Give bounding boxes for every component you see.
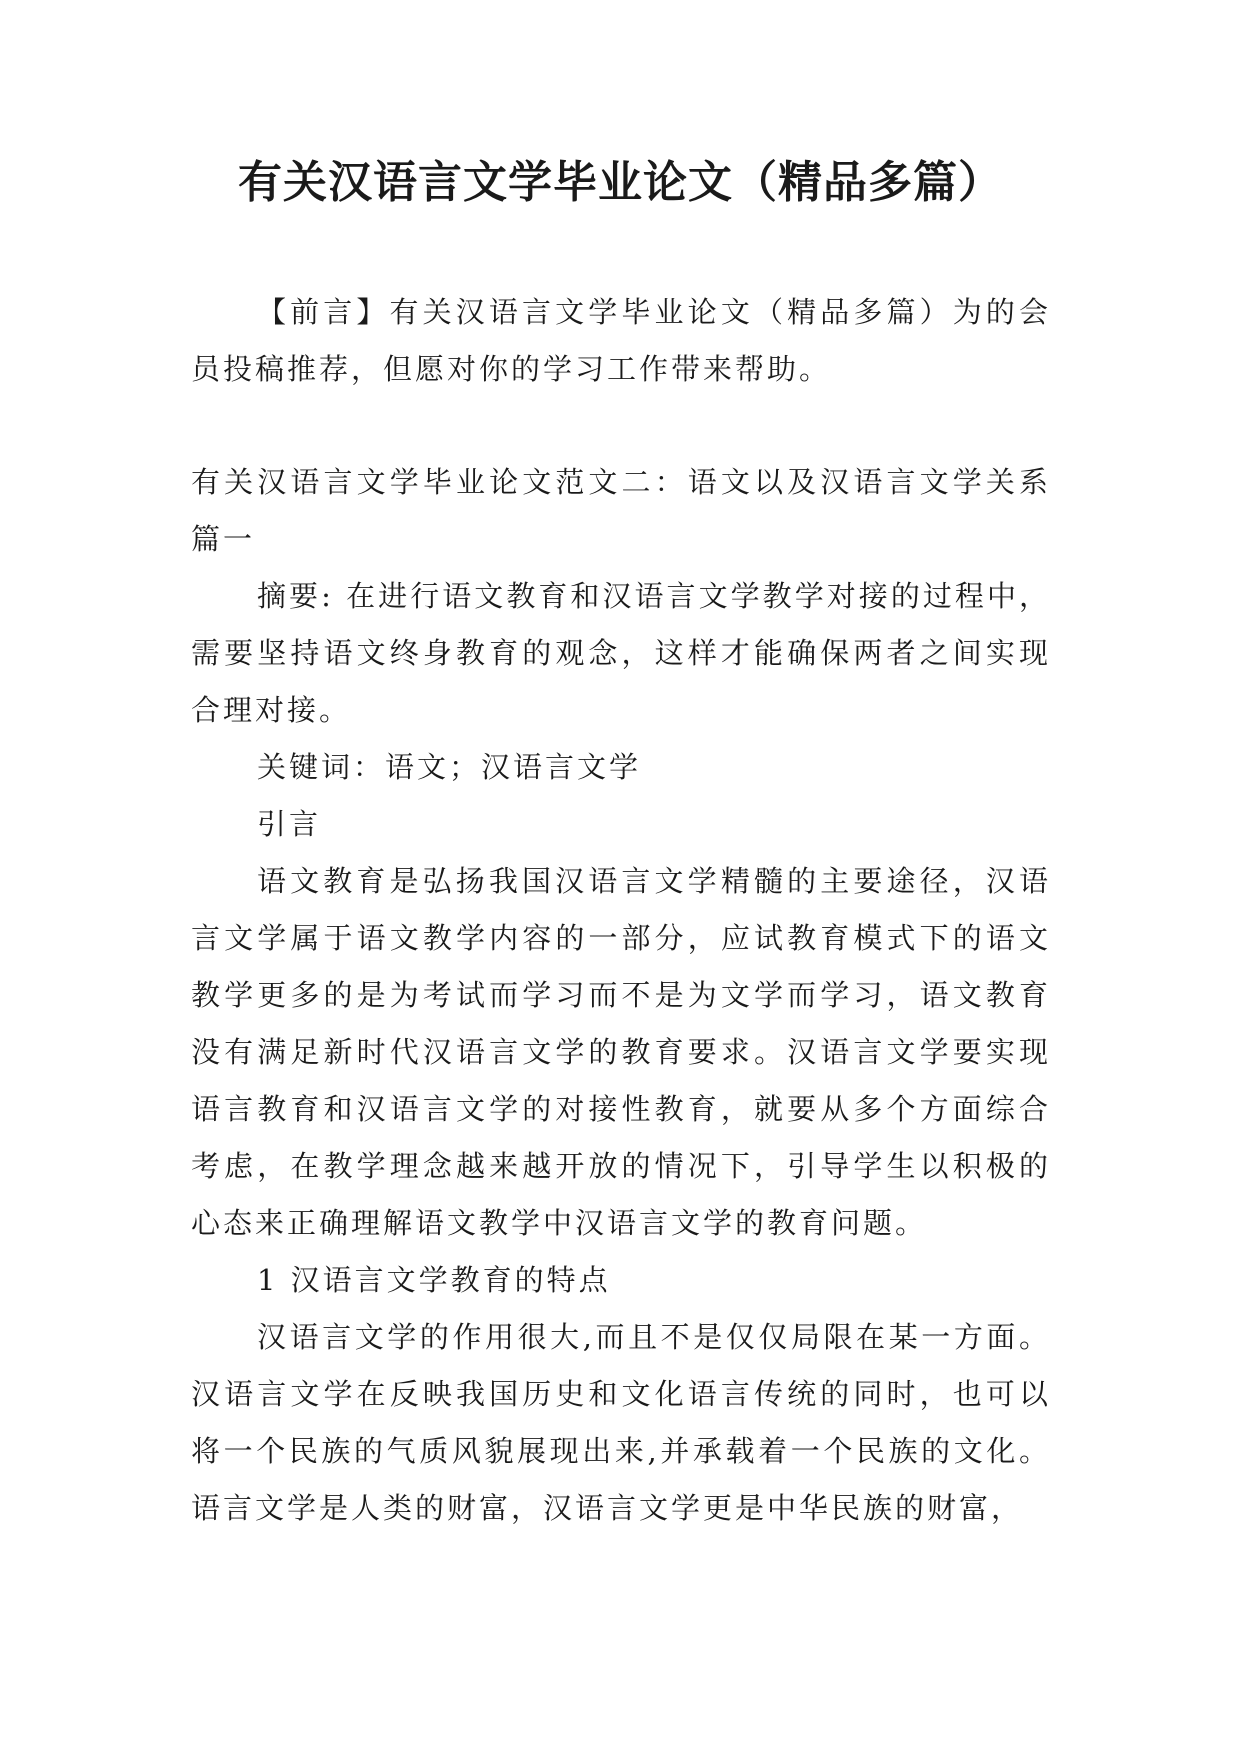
preface-paragraph: 【前言】有关汉语言文学毕业论文（精品多篇）为的会员投稿推荐，但愿对你的学习工作带来帮助。	[191, 295, 1051, 386]
introduction-paragraph: 语文教育是弘扬我国汉语言文学精髓的主要途径，汉语言文学属于语文教学内容的一部分，应试教育模式下的语文教学更多的是为考试而学习而不是为文学而学习，语文教育没有满足新时代汉语言文学的教育要求。汉语言文学要实现语言教育和汉语言文学的对接性教育，就要从多个方面综合考虑，在教学理念越来越开放的情况下，引导学生以积极的心态来正确理解语文教学中汉语言文学的教育问题。	[191, 864, 1051, 1240]
body-paragraph: 汉语言文学的作用很大,而且不是仅仅局限在某一方面。汉语言文学在反映我国历史和文化语言传统的同时，也可以将一个民族的气质风貌展现出来,并承载着一个民族的文化。语言文学是人类的财富，汉语言文学更是中华民族的财富，	[191, 1320, 1051, 1525]
section-heading: 有关汉语言文学毕业论文范文二：语文以及汉语言文学关系篇一	[191, 465, 1051, 556]
keywords-line: 关键词：语文；汉语言文学	[257, 750, 642, 784]
abstract-paragraph: 摘要: 在进行语文教育和汉语言文学教学对接的过程中，需要坚持语文终身教育的观念，这样才能确保两者之间实现合理对接。	[191, 579, 1051, 727]
subsection-heading: 1 汉语言文学教育的特点	[257, 1263, 611, 1297]
introduction-heading: 引言	[257, 807, 322, 841]
document-title: 有关汉语言文学毕业论文（精品多篇）	[238, 157, 1003, 208]
document-body	[191, 284, 1051, 1537]
